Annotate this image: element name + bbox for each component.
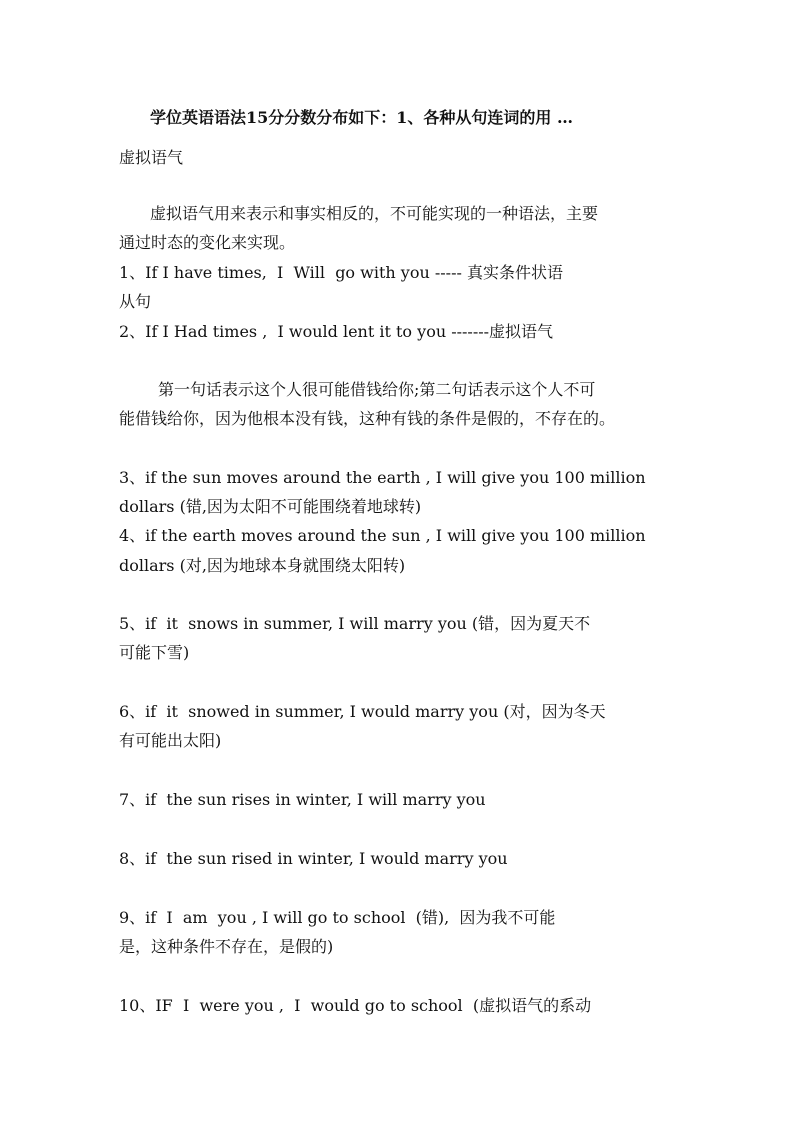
document-title: 学位英语语法15分分数分布如下：1、各种从句连词的用 … bbox=[150, 108, 573, 127]
example-8: 8、if the sun rised in winter, I would marry you bbox=[119, 849, 508, 868]
intro-line-2: 通过时态的变化来实现。 bbox=[119, 233, 296, 252]
example-3-line-2: dollars (错,因为太阳不可能围绕着地球转) bbox=[119, 497, 422, 516]
example-10: 10、IF I were you , I would go to school (虚拟语气的系动 bbox=[119, 996, 592, 1015]
example-9-line-1: 9、if I am you , I will go to school (错), 因为我不可能 bbox=[119, 908, 556, 927]
explanation-line-2: 能借钱给你，因为他根本没有钱，这种有钱的条件是假的，不存在的。 bbox=[119, 409, 616, 428]
example-2: 2、If I Had times , I would lent it to you -------虚拟语气 bbox=[119, 322, 554, 341]
example-4-line-2: dollars (对,因为地球本身就围绕太阳转) bbox=[119, 556, 406, 575]
example-1-line-2: 从句 bbox=[119, 292, 152, 311]
example-1-line-1: 1、If I have times, I Will go with you ----- 真实条件状语 bbox=[119, 263, 563, 282]
section-heading: 虚拟语气 bbox=[119, 148, 184, 167]
example-5-line-1: 5、if it snows in summer, I will marry you (错，因为夏天不 bbox=[119, 614, 591, 633]
explanation-line-1: 第一句话表示这个人很可能借钱给你;第二句话表示这个人不可 bbox=[158, 380, 596, 399]
example-4-line-1: 4、if the earth moves around the sun , I will give you 100 million bbox=[119, 526, 646, 545]
example-5-line-2: 可能下雪) bbox=[119, 643, 190, 662]
intro-line-1: 虚拟语气用来表示和事实相反的，不可能实现的一种语法，主要 bbox=[150, 204, 599, 223]
example-7: 7、if the sun rises in winter, I will marry you bbox=[119, 790, 486, 809]
example-6-line-2: 有可能出太阳) bbox=[119, 731, 222, 750]
example-6-line-1: 6、if it snowed in summer, I would marry you (对，因为冬天 bbox=[119, 702, 606, 721]
example-9-line-2: 是，这种条件不存在，是假的) bbox=[119, 937, 334, 956]
example-3-line-1: 3、if the sun moves around the earth , I will give you 100 million bbox=[119, 468, 646, 487]
